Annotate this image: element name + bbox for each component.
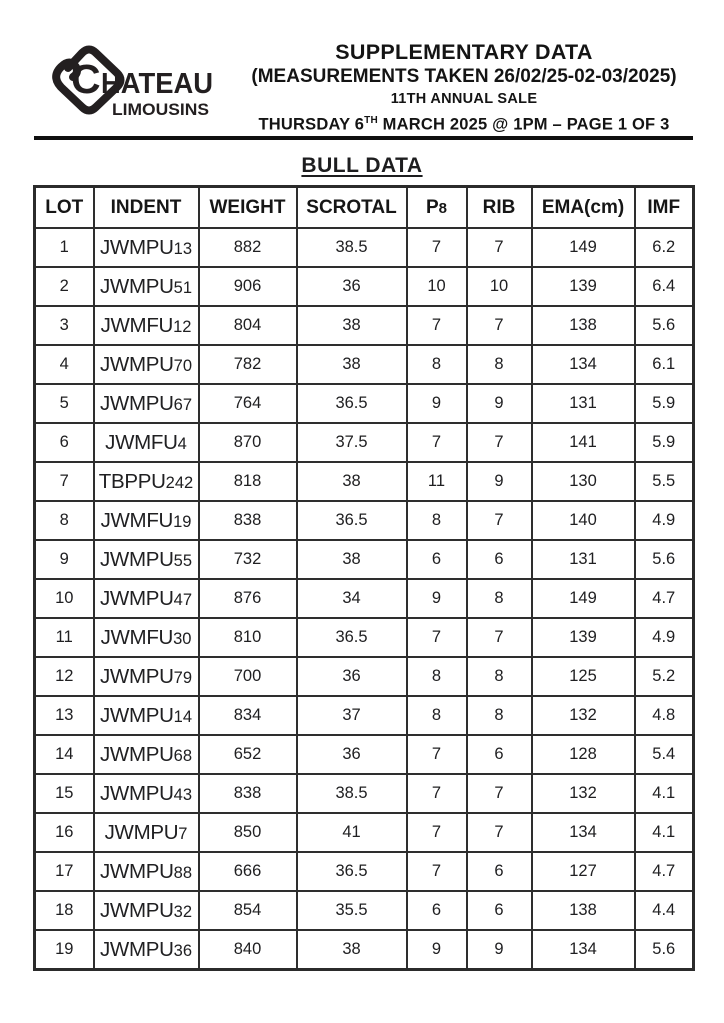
- event-name: 11TH ANNUAL SALE: [390, 91, 538, 107]
- cell-p8: 9: [407, 579, 467, 618]
- cell-p8: 10: [407, 267, 467, 306]
- event-date-page: THURSDAY 6TH MARCH 2025 @ 1PM – PAGE 1 OF 3: [258, 115, 670, 134]
- cell-ema: 127: [532, 852, 635, 891]
- table-row: [35, 891, 694, 930]
- table-row: [35, 267, 694, 306]
- logo-initial: C: [71, 56, 101, 102]
- header-divider-rule: [34, 136, 693, 140]
- cell-indent: JWMPU47: [94, 579, 199, 618]
- cell-indent: JWMPU67: [94, 384, 199, 423]
- cell-imf: 4.1: [635, 813, 694, 852]
- cell-ema: 138: [532, 306, 635, 345]
- cell-lot: 8: [35, 501, 94, 540]
- document-title: SUPPLEMENTARY DATA: [335, 40, 593, 64]
- cell-rib: 7: [467, 618, 532, 657]
- cell-lot: 1: [35, 228, 94, 267]
- cell-rib: 8: [467, 345, 532, 384]
- cell-p8: 8: [407, 657, 467, 696]
- column-header-weight: WEIGHT: [199, 187, 297, 229]
- chateau-limousins-logo: [46, 42, 226, 133]
- cell-p8: 7: [407, 852, 467, 891]
- cell-indent: JWMFU4: [94, 423, 199, 462]
- cell-imf: 5.9: [635, 423, 694, 462]
- cell-scrotal: 37.5: [297, 423, 407, 462]
- cell-lot: 6: [35, 423, 94, 462]
- cell-scrotal: 38: [297, 540, 407, 579]
- cell-p8: 8: [407, 696, 467, 735]
- cell-rib: 6: [467, 891, 532, 930]
- cell-rib: 8: [467, 657, 532, 696]
- ordinal-superscript: TH: [364, 115, 378, 126]
- cell-scrotal: 38: [297, 345, 407, 384]
- cell-scrotal: 38: [297, 930, 407, 970]
- table-row: [35, 852, 694, 891]
- cell-imf: 6.1: [635, 345, 694, 384]
- cell-weight: 906: [199, 267, 297, 306]
- cell-imf: 4.4: [635, 891, 694, 930]
- cell-rib: 9: [467, 930, 532, 970]
- cell-weight: 732: [199, 540, 297, 579]
- table-header-row: [35, 187, 694, 229]
- cell-weight: 804: [199, 306, 297, 345]
- cell-rib: 7: [467, 423, 532, 462]
- cell-weight: 850: [199, 813, 297, 852]
- logo-brand-rest: HATEAU: [101, 68, 213, 100]
- cell-ema: 132: [532, 774, 635, 813]
- cell-scrotal: 36: [297, 657, 407, 696]
- cell-lot: 9: [35, 540, 94, 579]
- cell-ema: 125: [532, 657, 635, 696]
- bull-data-table: [33, 185, 695, 971]
- table-row: [35, 579, 694, 618]
- cell-weight: 870: [199, 423, 297, 462]
- cell-rib: 8: [467, 696, 532, 735]
- section-title: BULL DATA: [301, 154, 423, 177]
- document-header: [225, 40, 703, 136]
- cell-lot: 15: [35, 774, 94, 813]
- cell-lot: 17: [35, 852, 94, 891]
- cell-scrotal: 38: [297, 306, 407, 345]
- cell-lot: 14: [35, 735, 94, 774]
- cell-p8: 11: [407, 462, 467, 501]
- column-header-p8: P8: [407, 187, 467, 229]
- table-row: [35, 735, 694, 774]
- cell-weight: 818: [199, 462, 297, 501]
- table-row: [35, 696, 694, 735]
- cell-rib: 7: [467, 774, 532, 813]
- cell-ema: 139: [532, 618, 635, 657]
- cell-imf: 5.4: [635, 735, 694, 774]
- column-header-rib: RIB: [467, 187, 532, 229]
- cell-weight: 876: [199, 579, 297, 618]
- cell-scrotal: 38.5: [297, 774, 407, 813]
- column-header-lot: LOT: [35, 187, 94, 229]
- cell-indent: TBPPU242: [94, 462, 199, 501]
- table-row: [35, 306, 694, 345]
- cell-imf: 5.6: [635, 540, 694, 579]
- cell-p8: 7: [407, 306, 467, 345]
- cell-imf: 4.1: [635, 774, 694, 813]
- column-header-imf: IMF: [635, 187, 694, 229]
- bull-table-body: [35, 228, 694, 970]
- cell-ema: 138: [532, 891, 635, 930]
- cell-p8: 6: [407, 891, 467, 930]
- cell-ema: 134: [532, 930, 635, 970]
- table-row: [35, 657, 694, 696]
- cell-lot: 16: [35, 813, 94, 852]
- column-header-ema: EMA(cm): [532, 187, 635, 229]
- column-header-scrotal: SCROTAL: [297, 187, 407, 229]
- cell-ema: 139: [532, 267, 635, 306]
- cell-scrotal: 36.5: [297, 852, 407, 891]
- cell-weight: 840: [199, 930, 297, 970]
- cell-p8: 9: [407, 930, 467, 970]
- measurements-subtitle: (MEASUREMENTS TAKEN 26/02/25-02-03/2025): [251, 66, 677, 87]
- cell-imf: 6.4: [635, 267, 694, 306]
- cell-scrotal: 37: [297, 696, 407, 735]
- cell-weight: 764: [199, 384, 297, 423]
- table-row: [35, 384, 694, 423]
- table-row: [35, 345, 694, 384]
- cell-indent: JWMPU51: [94, 267, 199, 306]
- cell-weight: 834: [199, 696, 297, 735]
- cell-imf: 6.2: [635, 228, 694, 267]
- cell-p8: 7: [407, 774, 467, 813]
- cell-ema: 149: [532, 228, 635, 267]
- cell-ema: 131: [532, 384, 635, 423]
- cell-weight: 666: [199, 852, 297, 891]
- cell-indent: JWMPU55: [94, 540, 199, 579]
- cell-scrotal: 36: [297, 735, 407, 774]
- cell-lot: 10: [35, 579, 94, 618]
- cell-indent: JWMFU12: [94, 306, 199, 345]
- cell-lot: 5: [35, 384, 94, 423]
- table-row: [35, 228, 694, 267]
- diamond-c-logo-icon: [46, 42, 226, 128]
- cell-imf: 5.9: [635, 384, 694, 423]
- cell-indent: JWMPU88: [94, 852, 199, 891]
- cell-scrotal: 36: [297, 267, 407, 306]
- cell-lot: 4: [35, 345, 94, 384]
- cell-imf: 4.7: [635, 579, 694, 618]
- table-row: [35, 423, 694, 462]
- cell-scrotal: 35.5: [297, 891, 407, 930]
- cell-imf: 5.6: [635, 930, 694, 970]
- cell-weight: 838: [199, 501, 297, 540]
- table-row: [35, 462, 694, 501]
- cell-indent: JWMPU14: [94, 696, 199, 735]
- logo-sub-brand: LIMOUSINS: [112, 100, 209, 119]
- cell-rib: 6: [467, 852, 532, 891]
- cell-p8: 8: [407, 501, 467, 540]
- cell-scrotal: 36.5: [297, 501, 407, 540]
- table-row: [35, 930, 694, 970]
- cell-weight: 854: [199, 891, 297, 930]
- cell-indent: JWMFU30: [94, 618, 199, 657]
- table-row: [35, 813, 694, 852]
- cell-rib: 7: [467, 306, 532, 345]
- cell-imf: 4.9: [635, 618, 694, 657]
- cell-weight: 882: [199, 228, 297, 267]
- cell-rib: 7: [467, 813, 532, 852]
- cell-p8: 7: [407, 813, 467, 852]
- cell-lot: 2: [35, 267, 94, 306]
- cell-rib: 8: [467, 579, 532, 618]
- cell-ema: 130: [532, 462, 635, 501]
- cell-p8: 7: [407, 228, 467, 267]
- cell-imf: 4.8: [635, 696, 694, 735]
- cell-indent: JWMPU13: [94, 228, 199, 267]
- cell-indent: JWMPU32: [94, 891, 199, 930]
- cell-scrotal: 34: [297, 579, 407, 618]
- cell-scrotal: 38.5: [297, 228, 407, 267]
- cell-indent: JWMPU43: [94, 774, 199, 813]
- cell-weight: 652: [199, 735, 297, 774]
- cell-p8: 8: [407, 345, 467, 384]
- cell-ema: 141: [532, 423, 635, 462]
- cell-scrotal: 41: [297, 813, 407, 852]
- cell-lot: 18: [35, 891, 94, 930]
- cell-scrotal: 38: [297, 462, 407, 501]
- cell-ema: 134: [532, 345, 635, 384]
- cell-lot: 19: [35, 930, 94, 970]
- table-row: [35, 618, 694, 657]
- cell-rib: 6: [467, 540, 532, 579]
- cell-weight: 782: [199, 345, 297, 384]
- cell-lot: 13: [35, 696, 94, 735]
- cell-imf: 4.7: [635, 852, 694, 891]
- table-row: [35, 501, 694, 540]
- cell-rib: 7: [467, 501, 532, 540]
- cell-imf: 5.5: [635, 462, 694, 501]
- cell-imf: 5.6: [635, 306, 694, 345]
- cell-ema: 132: [532, 696, 635, 735]
- cell-ema: 134: [532, 813, 635, 852]
- cell-indent: JWMPU68: [94, 735, 199, 774]
- cell-rib: 6: [467, 735, 532, 774]
- cell-indent: JWMPU7: [94, 813, 199, 852]
- cell-scrotal: 36.5: [297, 618, 407, 657]
- cell-indent: JWMPU36: [94, 930, 199, 970]
- cell-lot: 12: [35, 657, 94, 696]
- cell-imf: 4.9: [635, 501, 694, 540]
- cell-indent: JWMPU70: [94, 345, 199, 384]
- cell-scrotal: 36.5: [297, 384, 407, 423]
- cell-p8: 9: [407, 384, 467, 423]
- cell-rib: 9: [467, 384, 532, 423]
- cell-indent: JWMFU19: [94, 501, 199, 540]
- cell-lot: 11: [35, 618, 94, 657]
- column-header-indent: INDENT: [94, 187, 199, 229]
- cell-p8: 7: [407, 618, 467, 657]
- cell-ema: 131: [532, 540, 635, 579]
- cell-ema: 140: [532, 501, 635, 540]
- cell-ema: 128: [532, 735, 635, 774]
- cell-p8: 6: [407, 540, 467, 579]
- cell-weight: 700: [199, 657, 297, 696]
- cell-lot: 7: [35, 462, 94, 501]
- cell-indent: JWMPU79: [94, 657, 199, 696]
- cell-weight: 810: [199, 618, 297, 657]
- cell-p8: 7: [407, 735, 467, 774]
- cell-imf: 5.2: [635, 657, 694, 696]
- cell-rib: 7: [467, 228, 532, 267]
- table-row: [35, 540, 694, 579]
- cell-rib: 10: [467, 267, 532, 306]
- cell-lot: 3: [35, 306, 94, 345]
- cell-p8: 7: [407, 423, 467, 462]
- cell-ema: 149: [532, 579, 635, 618]
- cell-rib: 9: [467, 462, 532, 501]
- table-row: [35, 774, 694, 813]
- cell-weight: 838: [199, 774, 297, 813]
